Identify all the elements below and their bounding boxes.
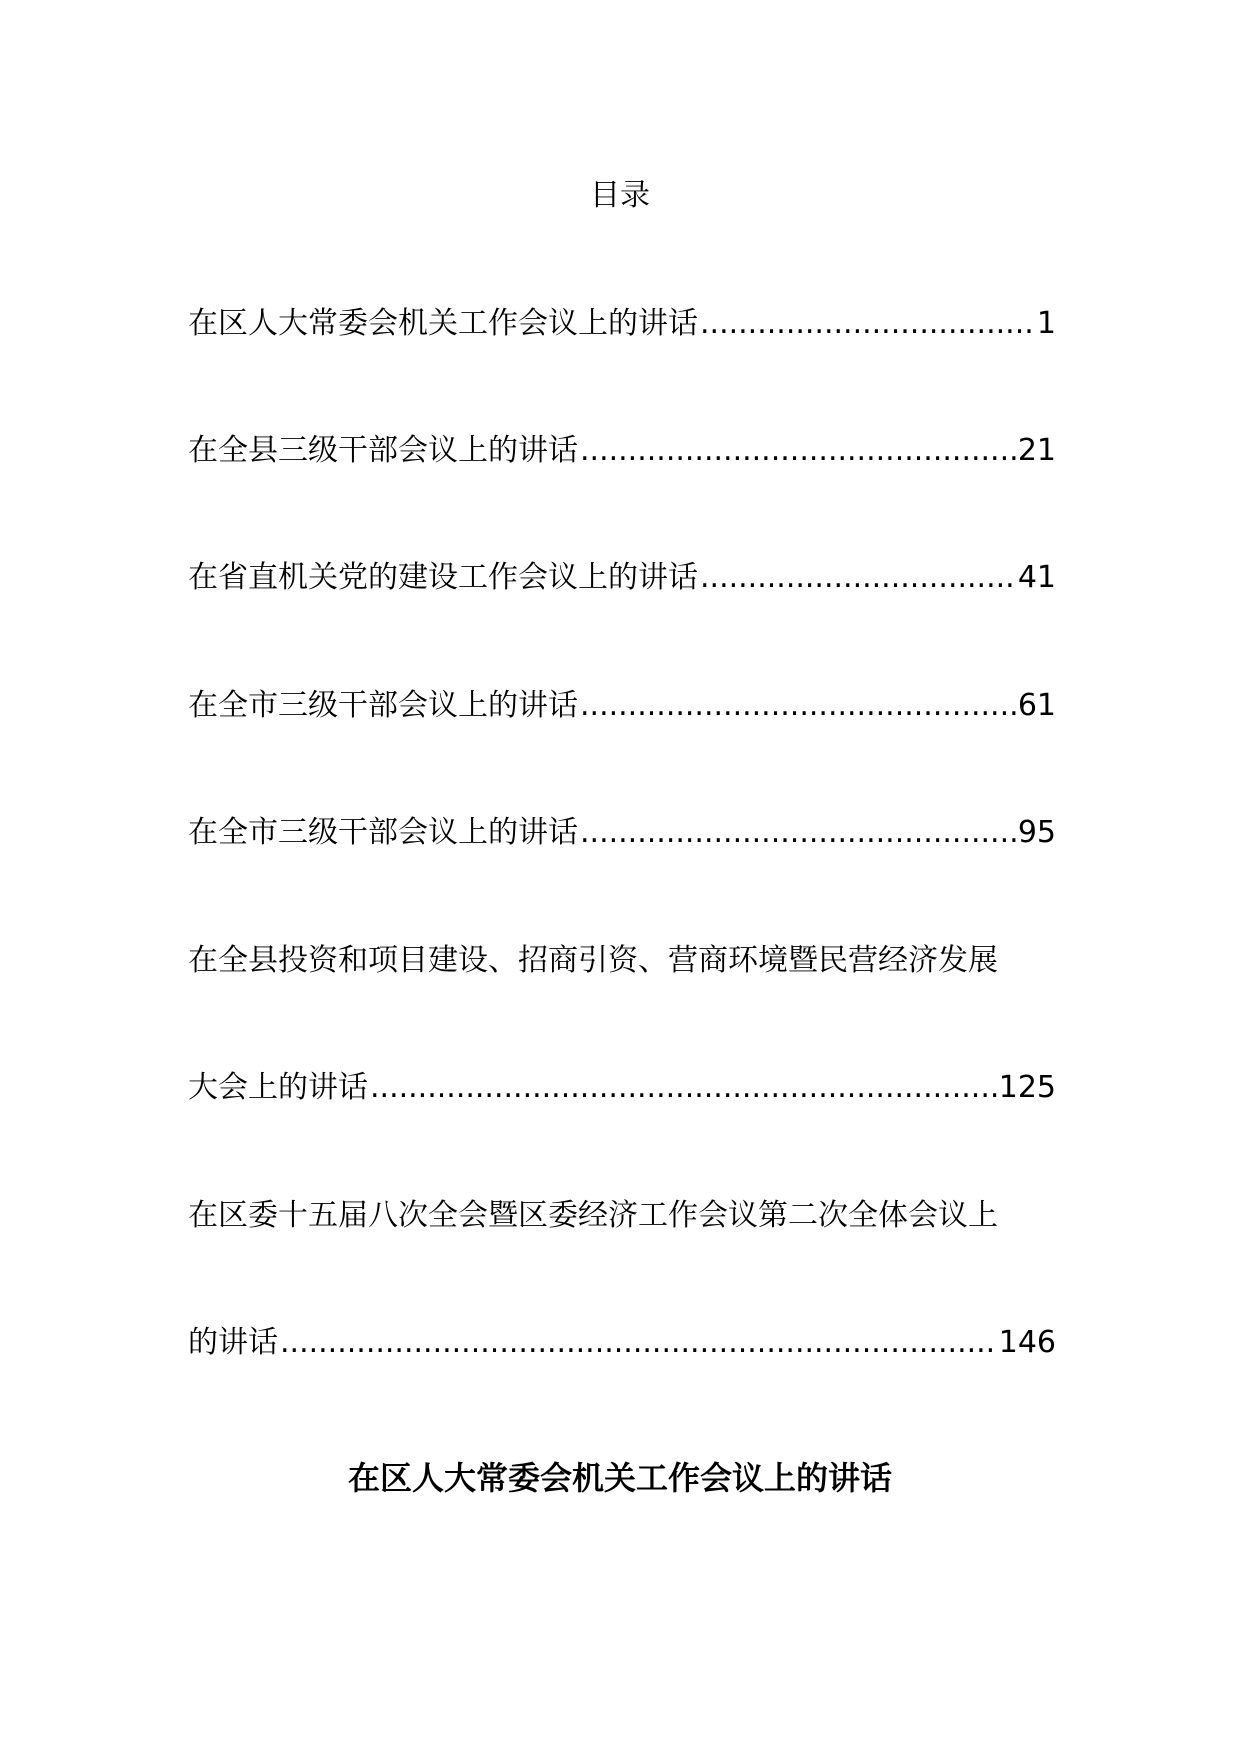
toc-entry-title: 大会上的讲话 <box>188 1070 368 1105</box>
toc-title: 目录 <box>590 178 650 213</box>
toc-dot-leader <box>580 684 1016 728</box>
toc-page-number: 61 <box>1017 688 1056 723</box>
toc-entry[interactable] <box>188 684 1056 728</box>
toc-page-number: 146 <box>998 1325 1056 1360</box>
toc-entry-title: 在区人大常委会机关工作会议上的讲话 <box>188 306 698 341</box>
toc-entry-title: 在全县三级干部会议上的讲话 <box>188 433 578 468</box>
toc-page-number: 125 <box>998 1070 1056 1105</box>
toc-page-number: 95 <box>1017 815 1056 850</box>
toc-dot-leader <box>280 1321 997 1365</box>
toc-entry[interactable] <box>188 429 1056 473</box>
toc-page-number: 41 <box>1017 560 1056 595</box>
toc-entry[interactable] <box>188 1066 1056 1110</box>
toc-entry-first-line[interactable]: 在区委十五届八次全会暨区委经济工作会议第二次全体会议上 <box>188 1198 998 1233</box>
toc-entry[interactable] <box>188 811 1056 855</box>
toc-page-number: 21 <box>1017 433 1056 468</box>
toc-entry-title: 的讲话 <box>188 1325 278 1360</box>
toc-entry[interactable] <box>188 1321 1056 1365</box>
toc-page-number: 1 <box>1036 306 1056 341</box>
toc-entry[interactable] <box>188 556 1056 600</box>
toc-dot-leader <box>700 302 1035 346</box>
toc-entry-first-line[interactable]: 在全县投资和项目建设、招商引资、营商环境暨民营经济发展 <box>188 943 998 978</box>
toc-dot-leader <box>700 556 1016 600</box>
toc-entry-title: 在省直机关党的建设工作会议上的讲话 <box>188 560 698 595</box>
toc-dot-leader <box>580 429 1016 473</box>
toc-entry-title: 在全市三级干部会议上的讲话 <box>188 688 578 723</box>
toc-dot-leader <box>370 1066 997 1110</box>
toc-entry-title: 在全市三级干部会议上的讲话 <box>188 815 578 850</box>
toc-entry[interactable] <box>188 302 1056 346</box>
toc-dot-leader <box>580 811 1016 855</box>
section-heading: 在区人大常委会机关工作会议上的讲话 <box>347 1459 892 1497</box>
